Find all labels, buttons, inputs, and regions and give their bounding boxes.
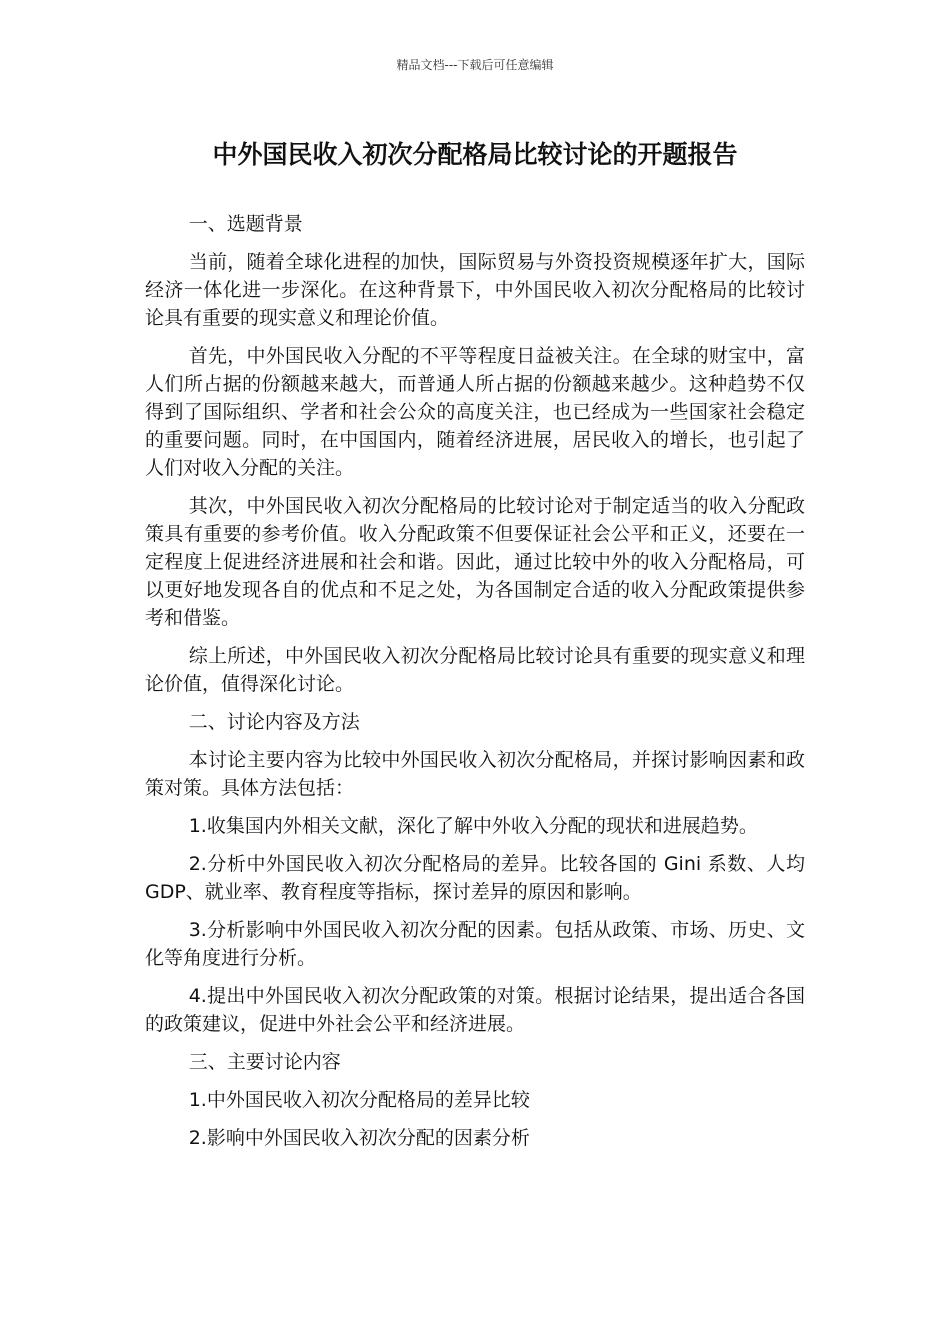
method-item-1: 1.收集国内外相关文献，深化了解中外收入分配的现状和进展趋势。 xyxy=(188,815,758,837)
paragraph-summary: 综上所述，中外国民收入初次分配格局比较讨论具有重要的现实意义和理论价值，值得深化讨论。 xyxy=(145,645,805,695)
method-item-3: 3.分析影响中外国民收入初次分配的因素。包括从政策、市场、历史、文化等角度进行分析。 xyxy=(145,919,805,969)
content-item-2: 2.影响中外国民收入初次分配的因素分析 xyxy=(188,1127,530,1149)
section-heading-content-method: 二、讨论内容及方法 xyxy=(188,711,360,733)
paragraph-first: 首先，中外国民收入分配的不平等程度日益被关注。在全球的财宝中，富人们所占据的份额越来越大，而普通人所占据的份额越来越少。这种趋势不仅得到了国际组织、学者和社会公众的高度关注，也已经成为一些国家社会稳定的重要问题。同时，在中国国内，随着经济进展，居民收入的增长，也引起了人们对收入分配的关注。 xyxy=(145,345,805,479)
content-item-1: 1.中外国民收入初次分配格局的差异比较 xyxy=(188,1089,530,1111)
method-item-4: 4.提出中外国民收入初次分配政策的对策。根据讨论结果，提出适合各国的政策建议，促进中外社会公平和经济进展。 xyxy=(145,985,805,1035)
page-header-watermark: 精品文档---下载后可任意编辑 xyxy=(396,58,554,72)
paragraph-second: 其次，中外国民收入初次分配格局的比较讨论对于制定适当的收入分配政策具有重要的参考价值。收入分配政策不但要保证社会公平和正义，还要在一定程度上促进经济进展和社会和谐。因此，通过比较中外的收入分配格局，可以更好地发现各自的优点和不足之处，为各国制定合适的收入分配政策提供参考和借鉴。 xyxy=(145,495,805,629)
section-heading-background: 一、选题背景 xyxy=(188,213,303,235)
document-body xyxy=(145,210,805,1162)
document-title: 中外国民收入初次分配格局比较讨论的开题报告 xyxy=(212,140,738,169)
method-item-2: 2.分析中外国民收入初次分配格局的差异。比较各国的 Gini 系数、人均 GDP、就业率、教育程度等指标，探讨差异的原因和影响。 xyxy=(145,853,805,903)
paragraph-method-intro: 本讨论主要内容为比较中外国民收入初次分配格局，并探讨影响因素和政策对策。具体方法包括： xyxy=(145,749,805,799)
paragraph-intro: 当前，随着全球化进程的加快，国际贸易与外资投资规模逐年扩大，国际经济一体化进一步深化。在这种背景下，中外国民收入初次分配格局的比较讨论具有重要的现实意义和理论价值。 xyxy=(145,251,805,329)
section-heading-main-content: 三、主要讨论内容 xyxy=(188,1051,341,1073)
